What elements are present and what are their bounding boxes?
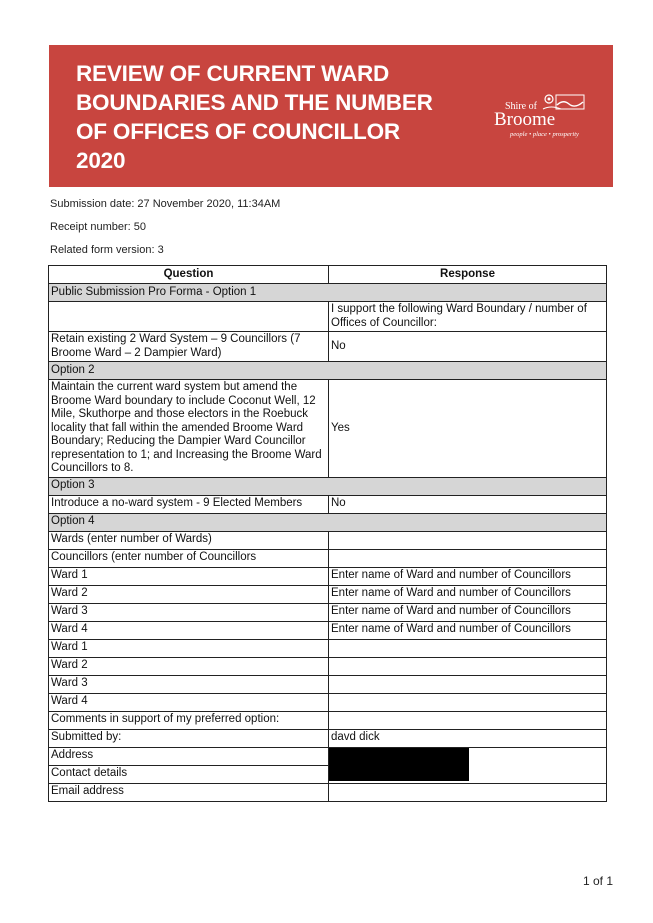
table-row [49, 621, 607, 639]
section-row [49, 284, 607, 302]
section-heading: Option 4 [49, 513, 607, 531]
question-cell: Address [49, 747, 329, 765]
response-cell[interactable]: I support the following Ward Boundary / number of Offices of Councillor: [329, 302, 607, 332]
question-cell [49, 302, 329, 332]
response-cell[interactable]: Enter name of Ward and number of Councillors [329, 567, 607, 585]
response-cell[interactable] [329, 783, 607, 801]
logo-name: Broome [494, 109, 556, 130]
table-row [49, 747, 607, 765]
section-heading: Option 2 [49, 362, 607, 380]
table-row [49, 675, 607, 693]
question-cell: Email address [49, 783, 329, 801]
table-row [49, 693, 607, 711]
table-row [49, 783, 607, 801]
table-row [49, 639, 607, 657]
column-header-response: Response [329, 266, 607, 284]
header-banner [49, 45, 613, 187]
response-cell[interactable] [329, 531, 607, 549]
response-cell[interactable]: No [329, 495, 607, 513]
table-row [49, 531, 607, 549]
question-cell: Submitted by: [49, 729, 329, 747]
question-cell: Contact details [49, 765, 329, 783]
response-cell[interactable] [329, 675, 607, 693]
submission-date: Submission date: 27 November 2020, 11:34AM [50, 198, 281, 210]
section-heading: Option 3 [49, 477, 607, 495]
table-row [49, 729, 607, 747]
submission-table [48, 265, 607, 802]
section-row [49, 362, 607, 380]
question-cell: Ward 2 [49, 585, 329, 603]
redaction-block [329, 748, 469, 781]
response-cell[interactable]: Enter name of Ward and number of Councillors [329, 621, 607, 639]
question-cell: Wards (enter number of Wards) [49, 531, 329, 549]
title-line: OF OFFICES OF COUNCILLOR [76, 119, 400, 144]
question-cell: Ward 3 [49, 675, 329, 693]
response-cell[interactable] [329, 639, 607, 657]
column-header-question: Question [49, 266, 329, 284]
section-row [49, 513, 607, 531]
logo-tagline: people • place • prosperity [510, 131, 579, 138]
table-row [49, 585, 607, 603]
form-version: Related form version: 3 [50, 244, 164, 256]
receipt-number: Receipt number: 50 [50, 221, 146, 233]
title-line: BOUNDARIES AND THE NUMBER [76, 90, 433, 115]
question-cell: Retain existing 2 Ward System – 9 Councillors (7 Broome Ward – 2 Dampier Ward) [49, 332, 329, 362]
question-cell: Ward 2 [49, 657, 329, 675]
shire-of-broome-logo [491, 93, 591, 143]
table-row [49, 380, 607, 478]
question-cell: Ward 3 [49, 603, 329, 621]
response-cell[interactable]: davd dick [329, 729, 607, 747]
question-cell: Ward 1 [49, 567, 329, 585]
section-row [49, 477, 607, 495]
table-row [49, 495, 607, 513]
table-row [49, 302, 607, 332]
title-line: 2020 [76, 148, 126, 173]
response-cell-redacted [329, 747, 607, 783]
response-cell[interactable]: No [329, 332, 607, 362]
title-line: REVIEW OF CURRENT WARD [76, 61, 390, 86]
question-cell: Ward 4 [49, 693, 329, 711]
table-body [49, 284, 607, 802]
response-cell[interactable]: Enter name of Ward and number of Councillors [329, 585, 607, 603]
table-row [49, 549, 607, 567]
table-row [49, 657, 607, 675]
question-cell: Maintain the current ward system but amend the Broome Ward boundary to include Coconut Well, 12 Mile, Skuthorpe and those electors in the Roebuck locality that fall within the amended Broome Ward Boundary; Reducing the Dampier Ward Councillor representation to 1; and Increasing the Broome Ward Councillors to 8. [49, 380, 329, 478]
section-heading: Public Submission Pro Forma - Option 1 [49, 284, 607, 302]
question-cell: Ward 4 [49, 621, 329, 639]
question-cell: Comments in support of my preferred option: [49, 711, 329, 729]
logo-shire-of: Shire of [505, 101, 537, 112]
table-row [49, 603, 607, 621]
table-row [49, 332, 607, 362]
response-cell[interactable]: Enter name of Ward and number of Councillors [329, 603, 607, 621]
response-cell[interactable] [329, 549, 607, 567]
response-cell[interactable] [329, 657, 607, 675]
table-row [49, 711, 607, 729]
question-cell: Councillors (enter number of Councillors [49, 549, 329, 567]
table-header-row [49, 266, 607, 284]
document-title [76, 59, 496, 175]
response-cell[interactable] [329, 693, 607, 711]
response-cell[interactable]: Yes [329, 380, 607, 478]
question-cell: Ward 1 [49, 639, 329, 657]
response-cell[interactable] [329, 711, 607, 729]
table-row [49, 567, 607, 585]
page-number: 1 of 1 [583, 874, 614, 888]
question-cell: Introduce a no-ward system - 9 Elected Members [49, 495, 329, 513]
